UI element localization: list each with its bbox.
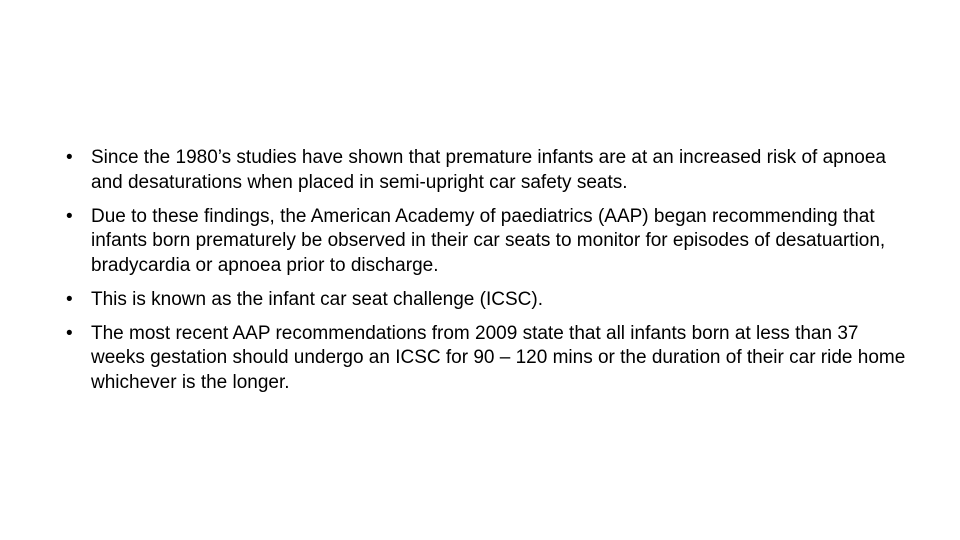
bullet-item [66,322,906,396]
bullet-item [66,205,906,279]
bullet-icon: • [66,322,73,344]
bullet-list [66,146,906,395]
bullet-icon: • [66,147,73,168]
bullet-text: Since the 1980’s studies have shown that premature infants are at an increased risk of apnoea and desaturations when placed in semi-upright car safety seats. [91,147,886,193]
bullet-text: Due to these findings, the American Academy of paediatrics (AAP) began recommending that infants born prematurely be observed in their car seats to monitor for episodes of desatuartion, bradycardia or apnoea prior to discharge. [91,205,886,276]
bullet-text: The most recent AAP recommendations from 2009 state that all infants born at less than 37 weeks gestation should undergo an ICSC for 90 – 120 mins or the duration of their car ride home whichever is the longer. [91,322,906,393]
bullet-text: This is known as the infant car seat challenge (ICSC). [91,288,543,310]
bullet-icon: • [66,205,73,227]
bullet-icon: • [66,288,73,310]
bullet-item [66,146,906,195]
bullet-item [66,288,906,313]
